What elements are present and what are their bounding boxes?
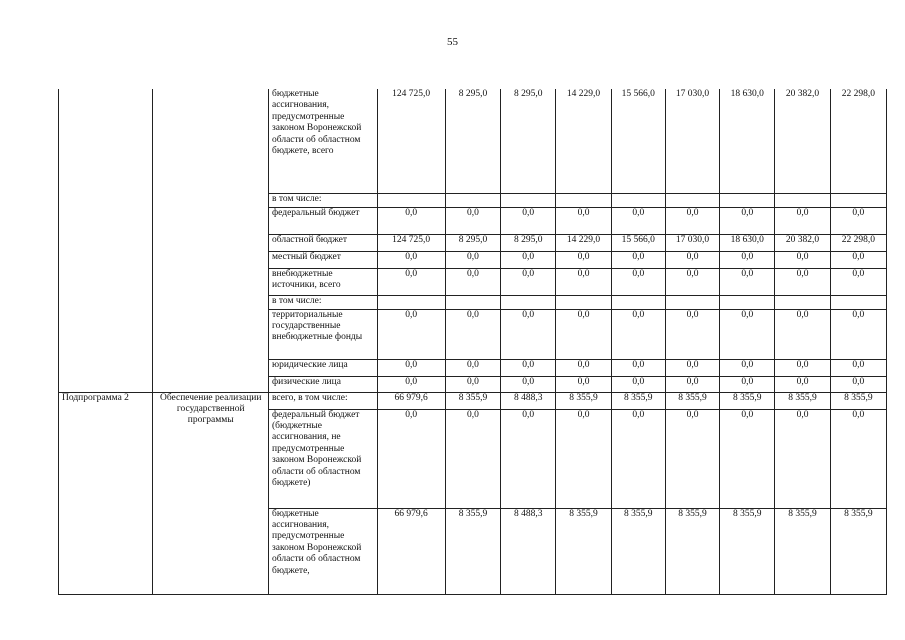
value-cell: 0,0 [377,207,445,234]
value-cell: 22 298,0 [830,89,886,193]
value-cell [556,193,611,207]
value-cell: 8 355,9 [665,392,719,409]
value-cell [775,295,830,309]
value-cell: 0,0 [830,207,886,234]
row-label: федеральный бюджет [269,207,378,234]
value-cell: 8 355,9 [720,392,775,409]
value-cell: 124 725,0 [377,89,445,193]
value-cell [556,295,611,309]
value-cell [501,193,556,207]
value-cell: 8 355,9 [775,392,830,409]
table-row [59,89,887,193]
value-cell [377,193,445,207]
value-cell: 0,0 [556,268,611,295]
value-cell: 0,0 [830,268,886,295]
row-label: всего, в том числе: [269,392,378,409]
value-cell: 0,0 [611,251,665,268]
value-cell: 0,0 [556,376,611,392]
value-cell: 0,0 [445,309,500,359]
value-cell [445,193,500,207]
value-cell: 0,0 [556,309,611,359]
value-cell: 0,0 [775,409,830,508]
value-cell: 0,0 [445,207,500,234]
value-cell: 0,0 [501,309,556,359]
value-cell: 0,0 [611,376,665,392]
value-cell: 0,0 [501,359,556,376]
value-cell: 0,0 [611,207,665,234]
value-cell: 0,0 [611,359,665,376]
value-cell: 0,0 [377,268,445,295]
value-cell: 15 566,0 [611,234,665,251]
value-cell: 8 295,0 [501,234,556,251]
value-cell: 8 355,9 [556,508,611,594]
value-cell: 8 488,3 [501,508,556,594]
value-cell: 0,0 [665,376,719,392]
value-cell: 0,0 [830,409,886,508]
value-cell: 8 355,9 [445,392,500,409]
value-cell: 0,0 [830,359,886,376]
value-cell: 0,0 [445,409,500,508]
value-cell: 0,0 [775,376,830,392]
value-cell: 0,0 [665,309,719,359]
value-cell: 0,0 [665,251,719,268]
value-cell [611,295,665,309]
value-cell: 0,0 [830,309,886,359]
value-cell: 14 229,0 [556,89,611,193]
value-cell: 8 295,0 [501,89,556,193]
value-cell: 8 355,9 [556,392,611,409]
value-cell: 0,0 [377,359,445,376]
value-cell: 0,0 [665,268,719,295]
value-cell [720,193,775,207]
value-cell: 0,0 [665,207,719,234]
value-cell: 20 382,0 [775,234,830,251]
value-cell: 8 295,0 [445,234,500,251]
value-cell: 8 355,9 [830,392,886,409]
value-cell: 8 488,3 [501,392,556,409]
value-cell: 22 298,0 [830,234,886,251]
value-cell: 8 355,9 [720,508,775,594]
row-label: физические лица [269,376,378,392]
value-cell: 66 979,6 [377,392,445,409]
value-cell [720,295,775,309]
value-cell [830,193,886,207]
value-cell [665,295,719,309]
value-cell: 0,0 [720,251,775,268]
value-cell: 0,0 [501,251,556,268]
value-cell: 17 030,0 [665,234,719,251]
subprogram-type-cell: Подпрограмма 2 [59,392,153,594]
value-cell: 0,0 [720,309,775,359]
value-cell: 0,0 [445,359,500,376]
value-cell: 0,0 [445,268,500,295]
budget-table [58,89,887,595]
value-cell: 8 295,0 [445,89,500,193]
value-cell: 0,0 [775,207,830,234]
value-cell: 0,0 [501,207,556,234]
row-label: юридические лица [269,359,378,376]
value-cell: 15 566,0 [611,89,665,193]
row-label: бюджетные ассигнования, предусмотренные законом Воронежской области об областном бюджете, [269,508,378,594]
row-label: местный бюджет [269,251,378,268]
value-cell: 0,0 [445,376,500,392]
value-cell [611,193,665,207]
value-cell: 8 355,9 [665,508,719,594]
subprogram-name-cell: Обеспечение реализации государственной программы [153,392,269,594]
value-cell: 0,0 [501,409,556,508]
empty-name-cell [153,89,269,392]
value-cell [775,193,830,207]
value-cell: 0,0 [720,376,775,392]
value-cell: 0,0 [501,376,556,392]
value-cell: 0,0 [611,268,665,295]
value-cell: 0,0 [611,309,665,359]
value-cell [377,295,445,309]
value-cell: 0,0 [720,207,775,234]
value-cell: 0,0 [720,409,775,508]
value-cell: 0,0 [775,309,830,359]
value-cell: 0,0 [775,251,830,268]
row-label: в том числе: [269,295,378,309]
row-label: территориальные государственные внебюджетные фонды [269,309,378,359]
value-cell: 18 630,0 [720,89,775,193]
value-cell: 20 382,0 [775,89,830,193]
value-cell: 0,0 [377,309,445,359]
value-cell: 0,0 [501,268,556,295]
row-label: областной бюджет [269,234,378,251]
row-label: в том числе: [269,193,378,207]
value-cell: 14 229,0 [556,234,611,251]
value-cell: 124 725,0 [377,234,445,251]
value-cell: 0,0 [775,359,830,376]
value-cell: 0,0 [775,268,830,295]
value-cell: 0,0 [556,251,611,268]
value-cell: 0,0 [611,409,665,508]
value-cell: 0,0 [830,376,886,392]
value-cell: 0,0 [377,409,445,508]
value-cell: 17 030,0 [665,89,719,193]
value-cell: 8 355,9 [445,508,500,594]
row-label: федеральный бюджет (бюджетные ассигнования, не предусмотренные законом Воронежской области об областном бюджете) [269,409,378,508]
value-cell [445,295,500,309]
value-cell [665,193,719,207]
value-cell: 0,0 [830,251,886,268]
row-label: внебюджетные источники, всего [269,268,378,295]
value-cell: 0,0 [556,359,611,376]
value-cell: 18 630,0 [720,234,775,251]
value-cell [501,295,556,309]
table-row [59,392,887,409]
value-cell: 0,0 [665,409,719,508]
page-number: 55 [447,36,458,48]
value-cell: 0,0 [377,376,445,392]
row-label: бюджетные ассигнования, предусмотренные законом Воронежской области об областном бюджете, всего [269,89,378,193]
value-cell: 0,0 [720,268,775,295]
value-cell: 0,0 [556,207,611,234]
value-cell: 0,0 [720,359,775,376]
value-cell: 0,0 [665,359,719,376]
value-cell: 8 355,9 [611,392,665,409]
empty-type-cell [59,89,153,392]
value-cell: 8 355,9 [611,508,665,594]
value-cell: 8 355,9 [830,508,886,594]
value-cell: 0,0 [377,251,445,268]
value-cell: 0,0 [556,409,611,508]
value-cell: 66 979,6 [377,508,445,594]
value-cell [830,295,886,309]
value-cell: 8 355,9 [775,508,830,594]
value-cell: 0,0 [445,251,500,268]
